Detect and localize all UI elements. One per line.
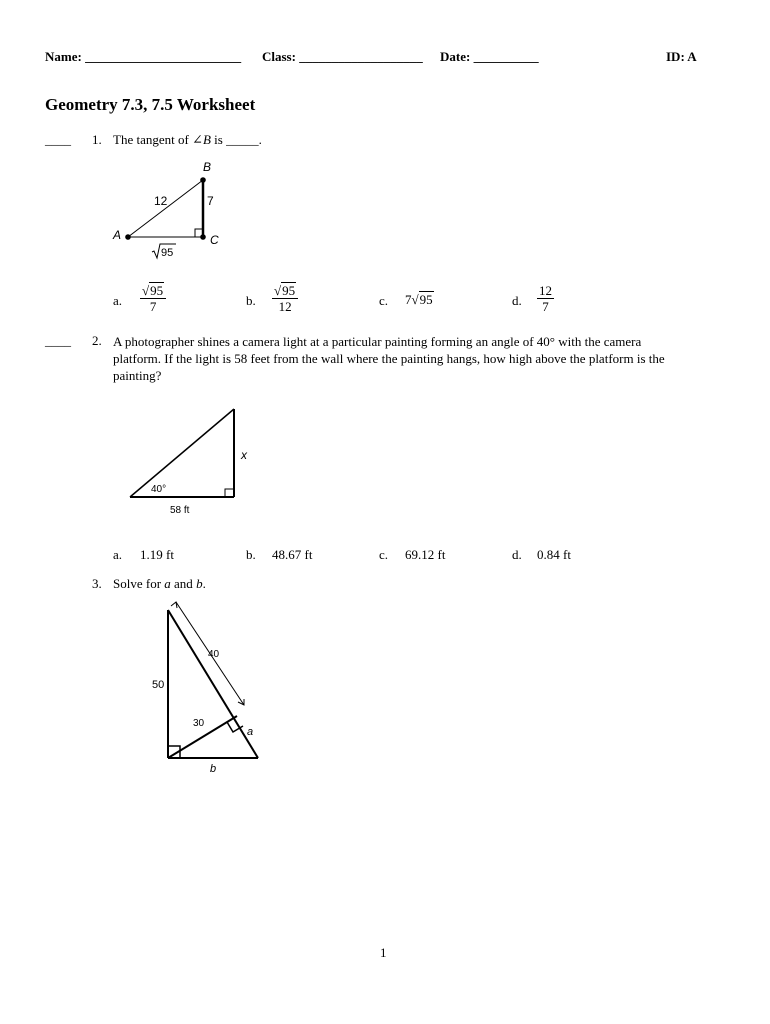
name-line: ________________________ [85,49,242,64]
base-label: 58 ft [170,505,190,516]
worksheet-title: Geometry 7.3, 7.5 Worksheet [45,95,256,114]
arrow-up-icon [171,602,177,608]
answer-blank-2[interactable]: ____ [45,333,71,348]
triangle-figure-2 [120,400,260,520]
page-number: 1 [380,945,387,960]
left-side-label: 50 [152,679,165,691]
class-line: ___________________ [299,49,423,64]
right-angle-mark [225,489,234,497]
choice-2d-value[interactable]: 0.84 ft [537,547,571,562]
vertex-a-dot [125,234,131,240]
altitude-label: 30 [193,718,205,729]
header-id: ID: A [666,49,697,64]
question-text-1: The tangent of ∠B is _____. [113,132,262,147]
question-number-1: 1. [92,132,102,147]
choice-2c-letter: c. [379,547,389,562]
choice-1a-letter: a. [113,293,123,308]
choice-1d-value[interactable]: $\frac{12}{7}$ [539,283,552,314]
question-text-2: A photographer shines a camera light at a particular painting forming an angle of 40° with the camera platform. If the light is 58 feet from the wall where the painting hangs, how high above the platform is the painting? [113,334,665,383]
side-bc-label: 7 [207,194,214,208]
vertex-c-dot [200,234,206,240]
header-name [45,49,241,65]
var-a-label: a [247,726,254,738]
class-label: Class: [262,49,296,64]
date-line: __________ [473,49,539,64]
choice-1d-letter: d. [512,293,522,308]
vertex-b-dot [200,177,206,183]
choice-2c-value[interactable]: 69.12 ft [405,547,446,562]
question-number-2: 2. [92,333,102,348]
vertex-b-label: B [203,160,212,174]
choice-1c-value[interactable]: 7√95 [405,292,433,307]
name-label: Name: [45,49,82,64]
choice-2b-letter: b. [246,547,256,562]
sqrt-icon: √95 [411,292,433,307]
triangle-figure-3 [140,595,280,780]
sqrt-icon: √95 [274,283,296,298]
hypotenuse-line [168,610,258,758]
side-ac-label: 95 [161,247,174,259]
vertex-c-label: C [210,233,219,247]
vertex-a-label: A [113,228,122,242]
choice-1a-value[interactable]: $\frac{√95}{7}$ [140,283,166,314]
question-text-3: Solve for a and b. [113,576,206,591]
hypotenuse-line [130,409,234,497]
segment-label: 40 [208,649,220,660]
date-label: Date: [440,49,471,64]
side-ab-label: 12 [154,194,168,208]
choice-1c-letter: c. [379,293,389,308]
var-b-label: b [210,763,217,775]
header-class [262,49,423,65]
angle-label: 40° [151,484,167,495]
question-number-3: 3. [92,576,102,591]
side-ab-line [128,180,203,237]
header-date [440,49,539,65]
sqrt-icon: √95 [142,283,164,298]
height-label: x [241,448,247,462]
choice-2a-value[interactable]: 1.19 ft [140,547,174,562]
choice-1b-letter: b. [246,293,256,308]
choice-2a-letter: a. [113,547,123,562]
answer-blank-1[interactable]: ____ [45,132,71,147]
choice-2d-letter: d. [512,547,522,562]
choice-2b-value[interactable]: 48.67 ft [272,547,313,562]
triangle-figure-1 [100,155,240,265]
side-ac-sqrt [152,244,176,259]
choice-1b-value[interactable]: $\frac{√95}{12}$ [272,283,298,314]
